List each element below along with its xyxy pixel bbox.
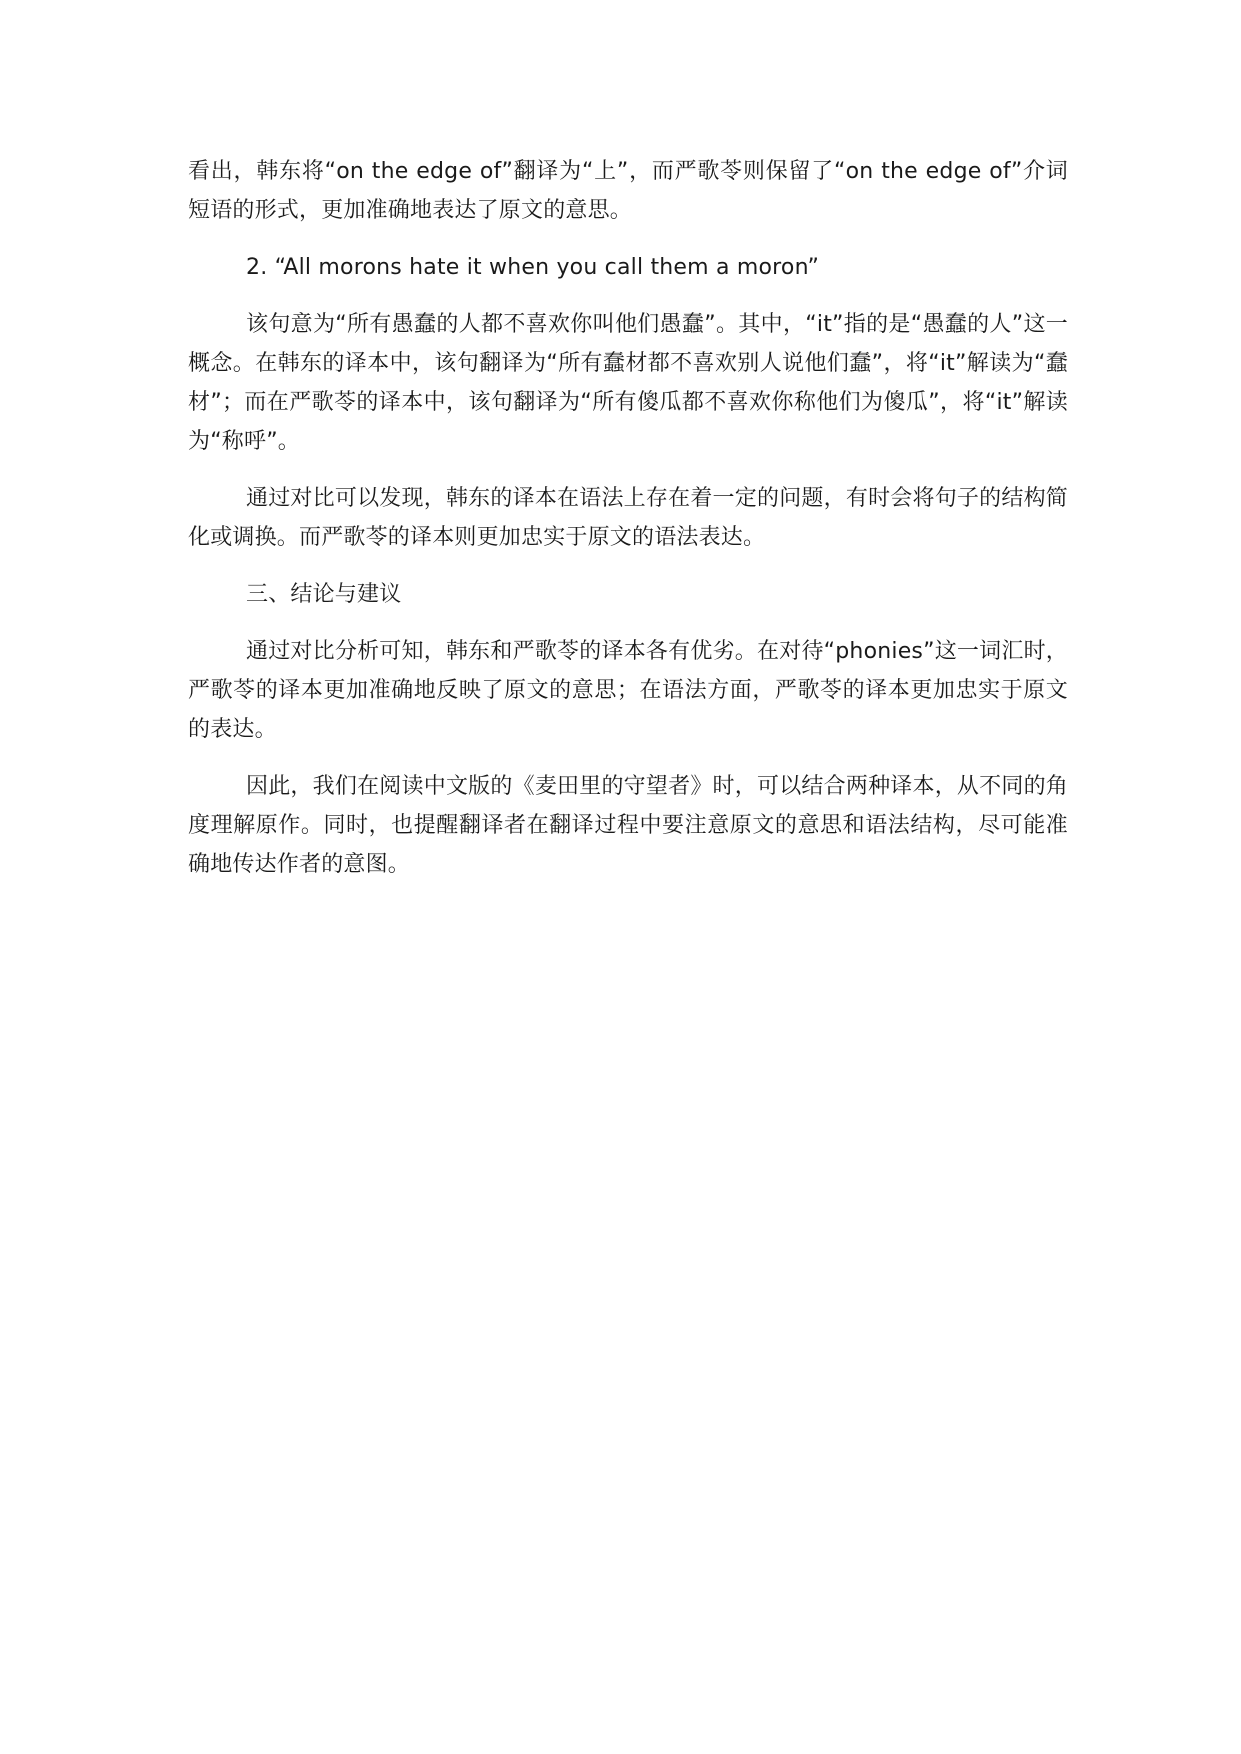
section-heading-conclusion: 三、结论与建议 <box>246 582 402 607</box>
paragraph-example-analysis: 该句意为“所有愚蠢的人都不喜欢你叫他们愚蠢”。其中，“it”指的是“愚蠢的人”这一概念。在韩东的译本中，该句翻译为“所有蠢材都不喜欢别人说他们蠢”，将“it”解读为“蠢材”；而在严歌苓的译本中，该句翻译为“所有傻瓜都不喜欢你称他们为傻瓜”，将“it”解读为“称呼”。 <box>188 312 1068 454</box>
paragraph-conclusion: 通过对比分析可知，韩东和严歌苓的译本各有优劣。在对待“phonies”这一词汇时，严歌苓的译本更加准确地反映了原文的意思；在语法方面，严歌苓的译本更加忠实于原文的表达。 <box>188 639 1068 742</box>
document-body <box>188 152 1068 902</box>
paragraph-recommendation: 因此，我们在阅读中文版的《麦田里的守望者》时，可以结合两种译本，从不同的角度理解原作。同时，也提醒翻译者在翻译过程中要注意原文的意思和语法结构，尽可能准确地传达作者的意图。 <box>188 774 1068 877</box>
paragraph-continuation: 看出，韩东将“on the edge of”翻译为“上”，而严歌苓则保留了“on the edge of”介词短语的形式，更加准确地表达了原文的意思。 <box>188 159 1068 223</box>
example-heading-2: 2. “All morons hate it when you call them a moron” <box>246 255 820 280</box>
paragraph-grammar-comparison: 通过对比可以发现，韩东的译本在语法上存在着一定的问题，有时会将句子的结构简化或调换。而严歌苓的译本则更加忠实于原文的语法表达。 <box>188 486 1068 550</box>
